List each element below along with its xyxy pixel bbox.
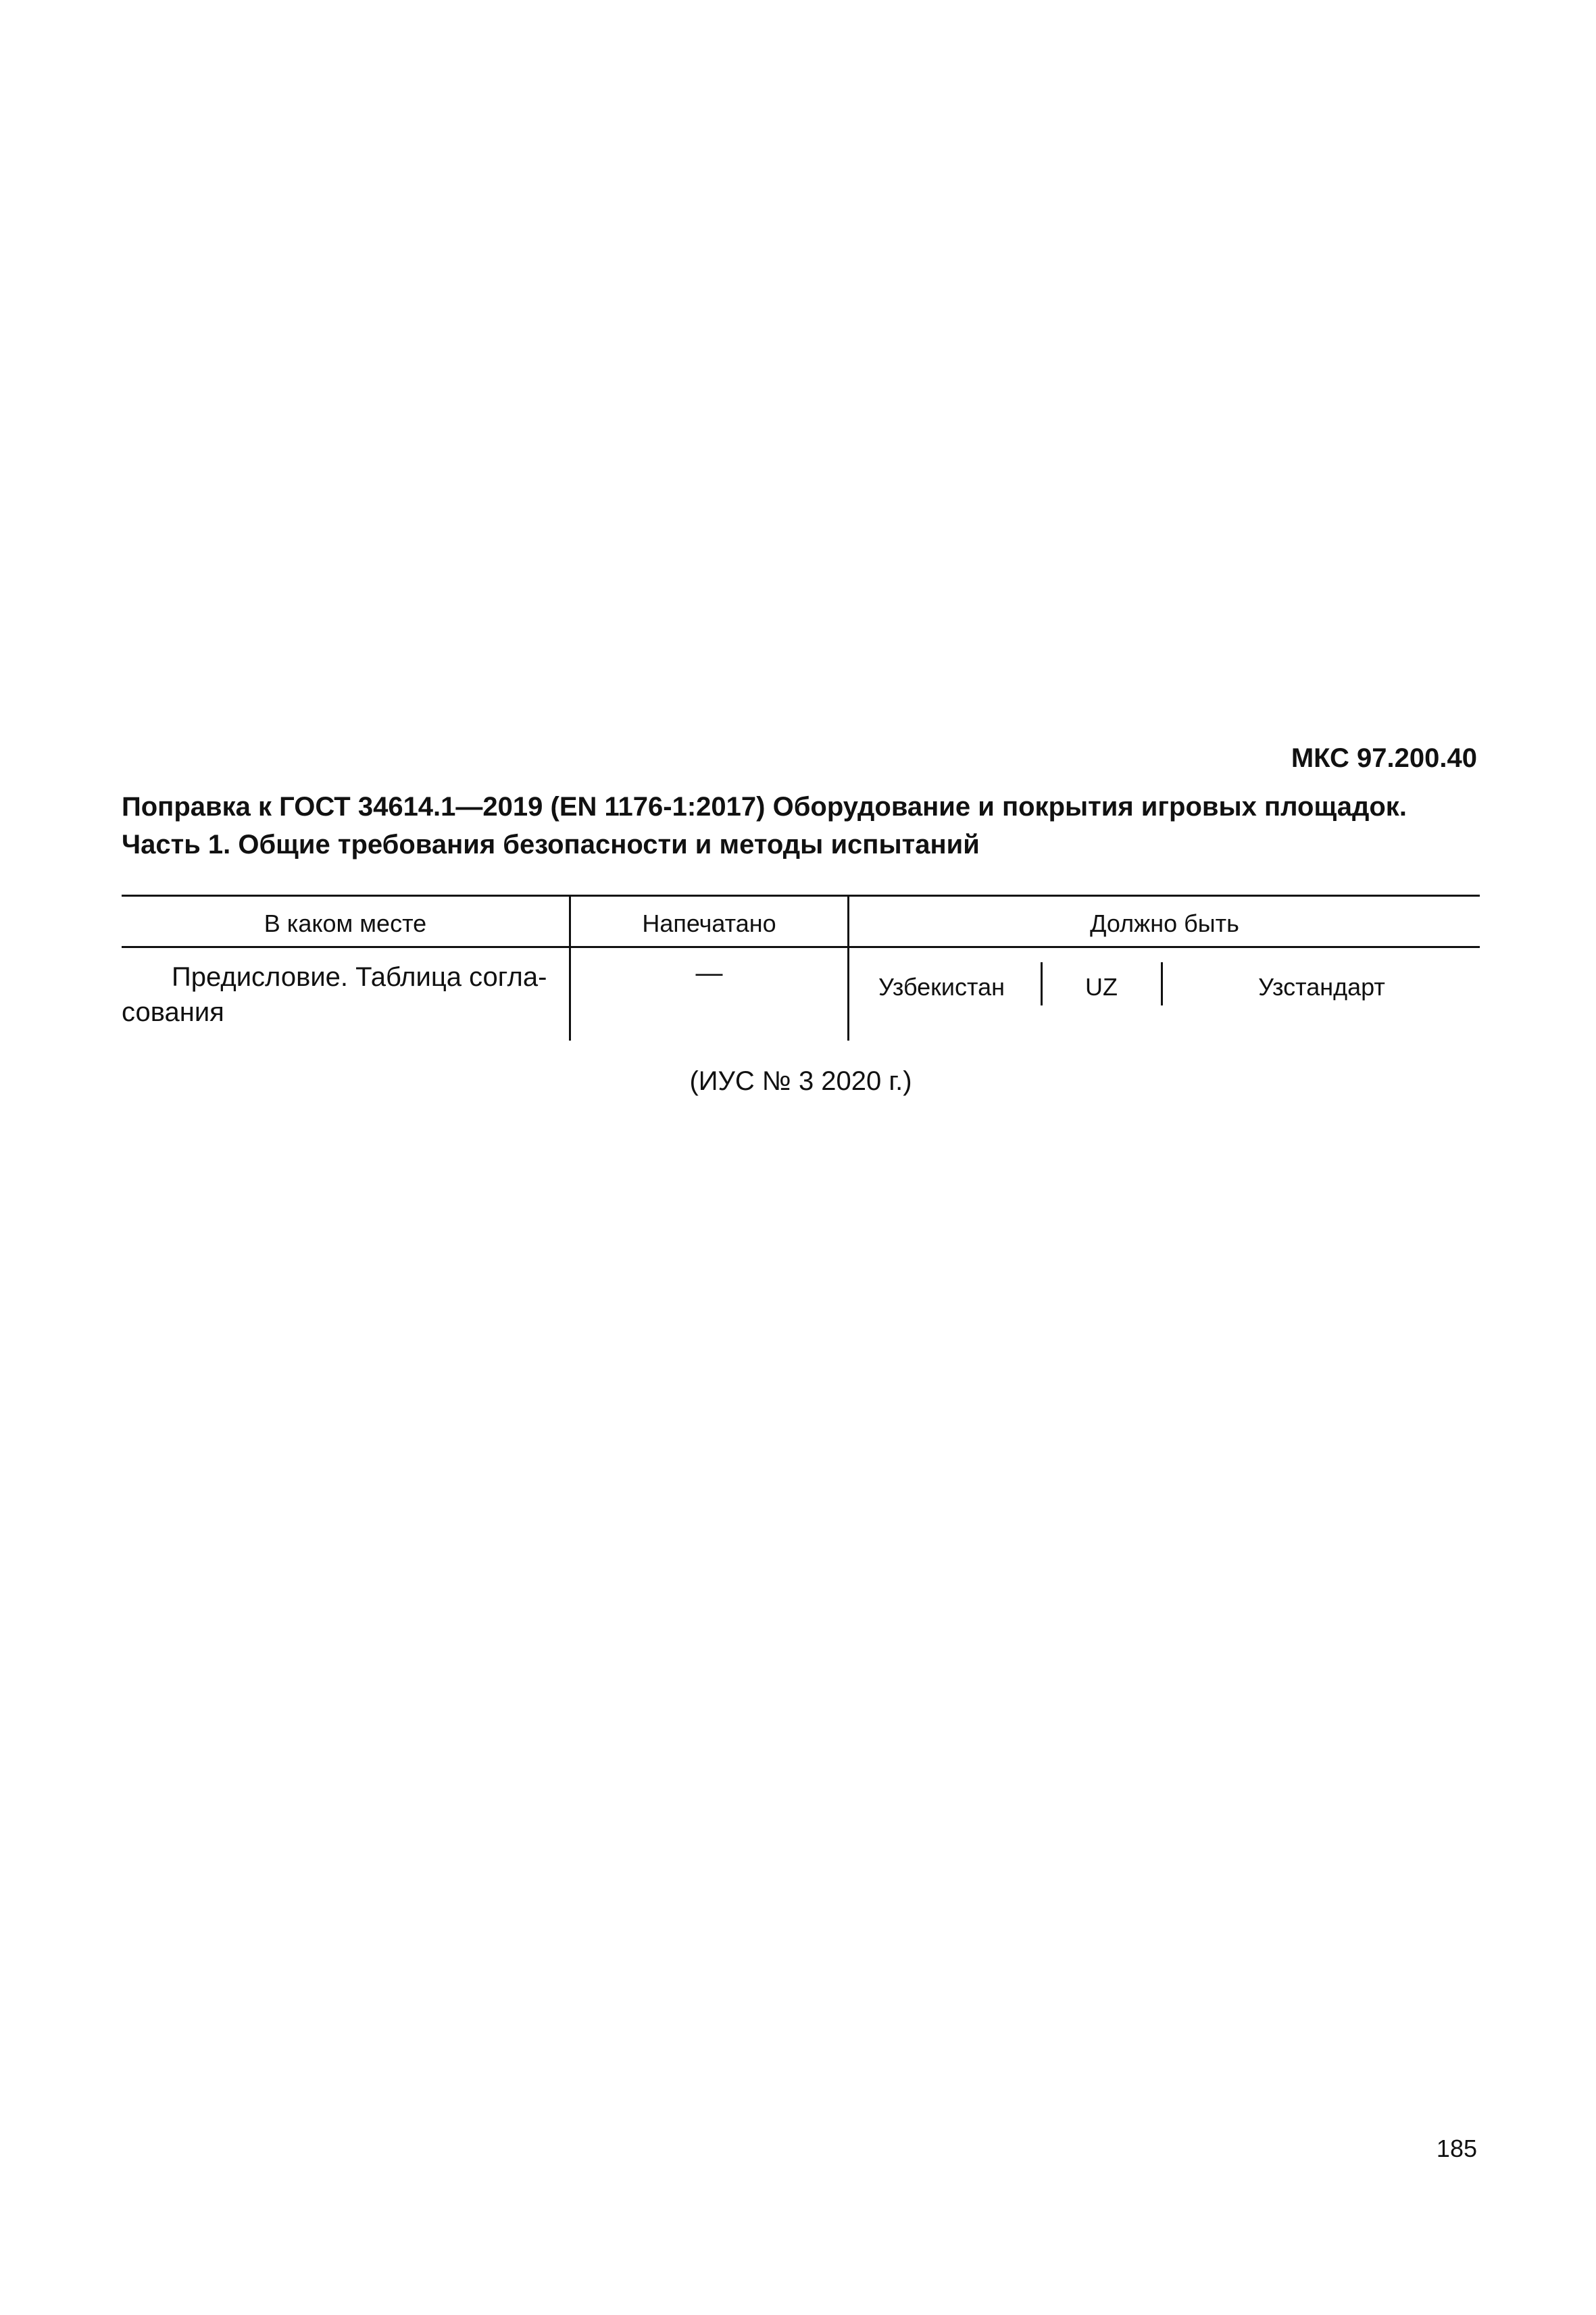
country-code: UZ bbox=[1085, 973, 1118, 1001]
document-title bbox=[122, 788, 1480, 864]
table-top-rule bbox=[122, 895, 1480, 897]
title-line-1: Поправка к ГОСТ 34614.1—2019 (EN 1176-1:2017) Оборудование и покрытия игровых площадок. bbox=[122, 792, 1407, 822]
header-place: В каком месте bbox=[264, 910, 427, 937]
country-name: Узбекистан bbox=[878, 973, 1005, 1001]
mks-code: МКС 97.200.40 bbox=[1291, 743, 1477, 773]
standards-body: Узстандарт bbox=[1258, 973, 1385, 1001]
header-printed: Напечатано bbox=[642, 910, 776, 937]
ius-reference: (ИУС № 3 2020 г.) bbox=[689, 1066, 912, 1096]
inner-separator-1 bbox=[1041, 962, 1043, 1005]
title-line-2: Часть 1. Общие требования безопасности и методы испытаний bbox=[122, 830, 980, 860]
inner-separator-2 bbox=[1161, 962, 1163, 1005]
table-header-rule bbox=[122, 946, 1480, 948]
page-number: 185 bbox=[1436, 2135, 1477, 2162]
place-line-1: Предисловие. Таблица согла- bbox=[172, 962, 547, 992]
printed-value: — bbox=[695, 958, 723, 988]
header-should-be: Должно быть bbox=[1090, 910, 1239, 937]
correction-table bbox=[122, 895, 1480, 1041]
place-line-2: сования bbox=[122, 997, 224, 1027]
